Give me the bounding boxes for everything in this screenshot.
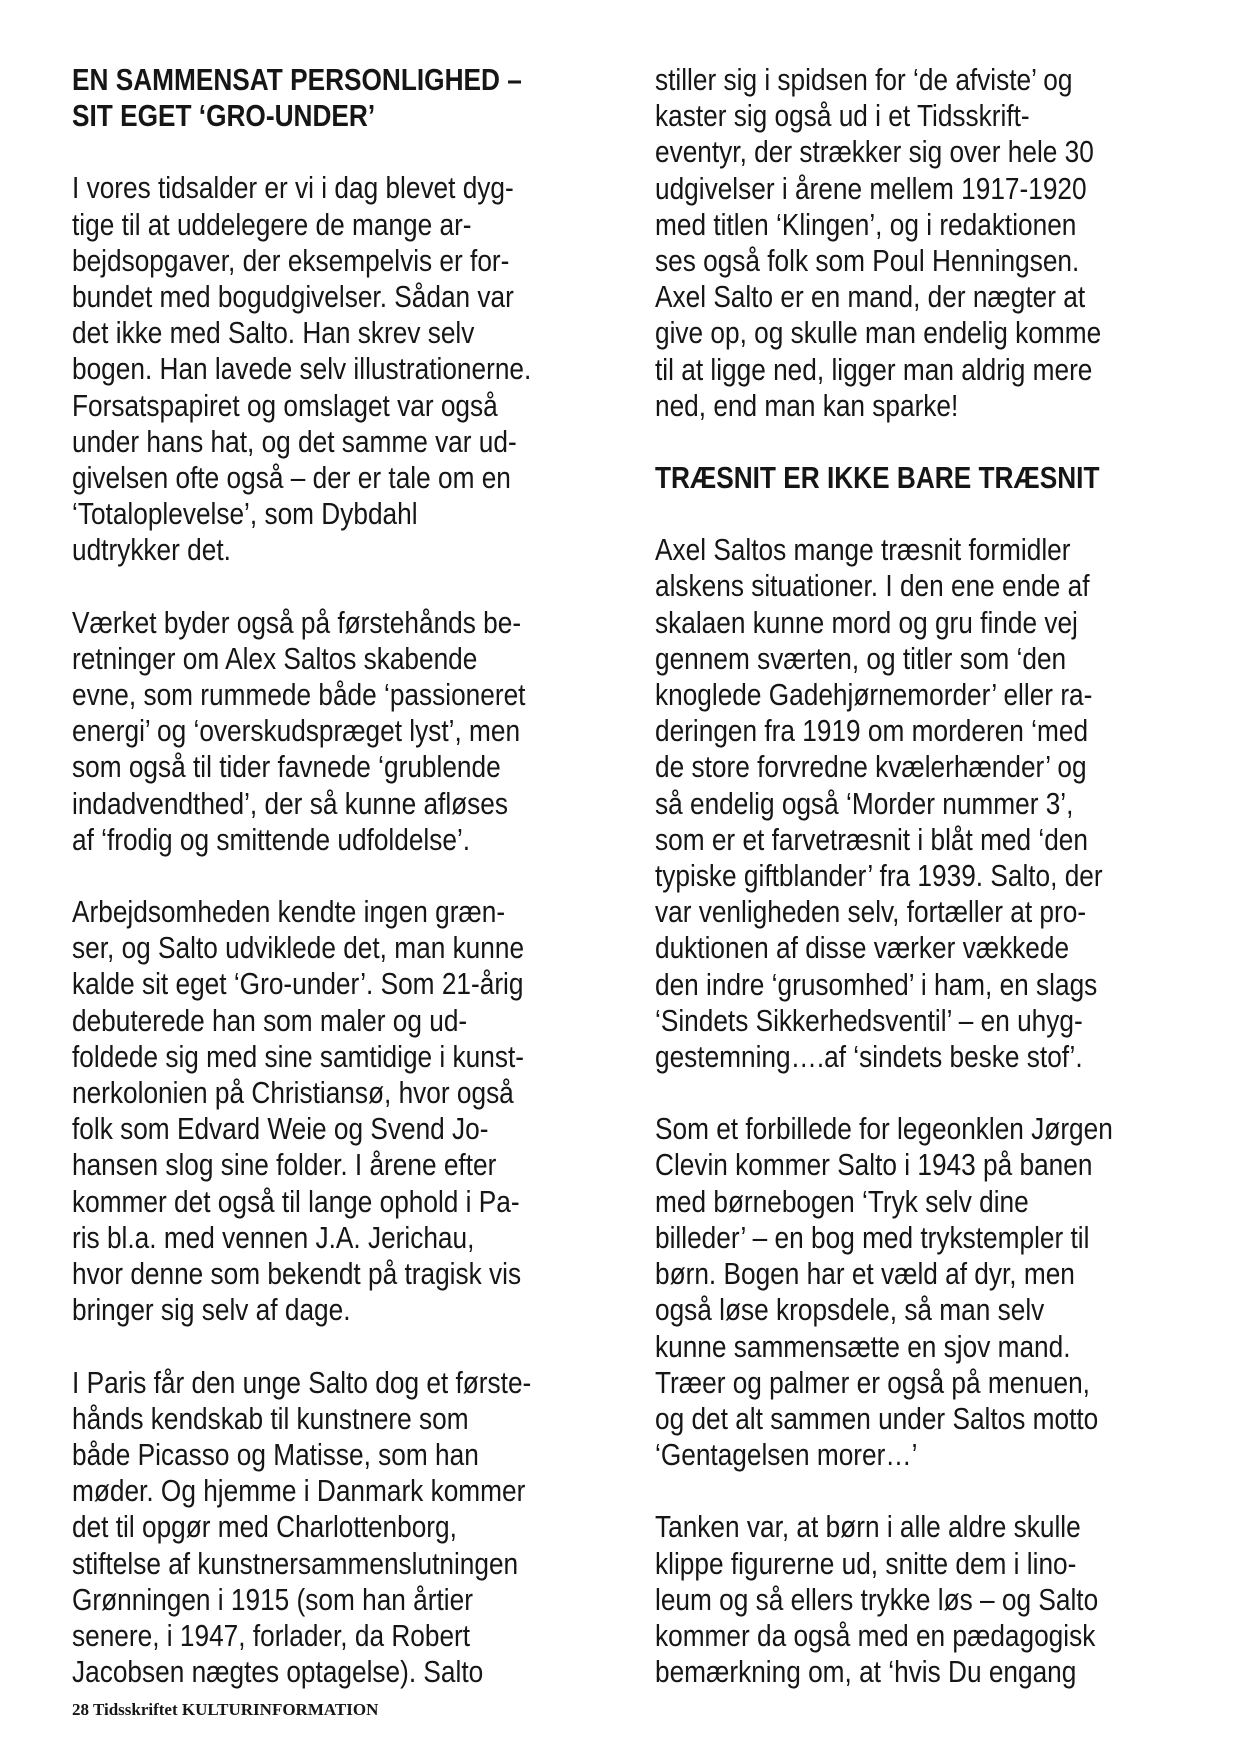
paragraph-gro-under [72, 894, 591, 1328]
text-line: bringer sig selv af dage. [72, 1293, 351, 1328]
text-line: give op, og skulle man endelig komme [655, 316, 1102, 351]
text-line: foldede sig med sine samtidige i kunst- [72, 1039, 524, 1074]
text-line: I vores tidsalder er vi i dag blevet dyg- [72, 171, 514, 206]
text-line: eventyr, der strækker sig over hele 30 [655, 135, 1094, 170]
text-line: af ‘frodig og smittende udfoldelse’. [72, 822, 471, 857]
text-line: retninger om Alex Saltos skabende [72, 641, 478, 676]
paragraph-woodcuts [655, 532, 1174, 1075]
text-line: og det alt sammen under Saltos motto [655, 1401, 1099, 1436]
text-line: til at ligge ned, ligger man aldrig mere [655, 352, 1093, 387]
text-line: udtrykker det. [72, 533, 231, 568]
section-heading-woodcuts [655, 460, 1174, 496]
text-line: hånds kendskab til kunstnere som [72, 1401, 469, 1436]
text-line: ris bl.a. med vennen J.A. Jerichau, [72, 1220, 475, 1255]
text-line: børn. Bogen har et væld af dyr, men [655, 1257, 1075, 1292]
text-line: ned, end man kan sparke! [655, 388, 959, 423]
text-line: ‘Sindets Sikkerhedsventil’ – en uhyg- [655, 1003, 1083, 1038]
paragraph-paris [72, 1365, 591, 1691]
text-line: den indre ‘grusomhed’ i ham, en slags [655, 967, 1098, 1002]
text-line: energi’ og ‘overskudspræget lyst’, men [72, 714, 521, 749]
text-line: folk som Edvard Weie og Svend Jo- [72, 1112, 489, 1147]
text-line: også løse kropsdele, så man selv [655, 1293, 1045, 1328]
text-line: I Paris får den unge Salto dog et første- [72, 1365, 532, 1400]
text-line: møder. Og hjemme i Danmark kommer [72, 1474, 526, 1509]
text-line: klippe figurerne ud, snitte dem i lino- [655, 1546, 1077, 1581]
right-column [655, 62, 1175, 1690]
heading-line: SIT EGET ‘GRO-UNDER’ [72, 99, 376, 134]
text-line: gennem sværten, og titler som ‘den [655, 641, 1067, 676]
text-line: Grønningen i 1915 (som han årtier [72, 1582, 473, 1617]
text-line: bemærkning om, at ‘hvis Du engang [655, 1655, 1077, 1690]
paragraph-division-of-labour [72, 170, 591, 568]
text-line: duktionen af disse værker vækkede [655, 931, 1070, 966]
text-line: typiske giftblander’ fra 1939. Salto, der [655, 859, 1103, 894]
text-line: knoglede Gadehjørnemorder’ eller ra- [655, 678, 1093, 713]
text-line: Forsatspapiret og omslaget var også [72, 388, 498, 423]
text-line: med titlen ‘Klingen’, og i redaktionen [655, 207, 1077, 242]
text-line: stiller sig i spidsen for ‘de afviste’ og [655, 63, 1073, 97]
page-footer: 28 Tidsskriftet KULTURINFORMATION [72, 1700, 379, 1719]
text-line: ser, og Salto udviklede det, man kunne [72, 931, 525, 966]
text-line: Træer og palmer er også på menuen, [655, 1365, 1090, 1400]
text-line: det til opgør med Charlottenborg, [72, 1510, 457, 1545]
text-line: de store forvredne kvælerhænder’ og [655, 750, 1087, 785]
text-line: hansen slog sine folder. I årene efter [72, 1148, 497, 1183]
text-line: Clevin kommer Salto i 1943 på banen [655, 1148, 1093, 1183]
text-line: det ikke med Salto. Han skrev selv [72, 316, 475, 351]
text-line: som er et farvetræsnit i blåt med ‘den [655, 822, 1088, 857]
heading-line: TRÆSNIT ER IKKE BARE TRÆSNIT [655, 461, 1100, 496]
heading-line: EN SAMMENSAT PERSONLIGHED – [72, 63, 522, 97]
text-line: tige til at uddelegere de mange ar- [72, 207, 472, 242]
text-line: ses også folk som Poul Henningsen. [655, 244, 1080, 279]
text-line: Jacobsen nægtes optagelse). Salto [72, 1655, 484, 1690]
text-line: under hans hat, og det samme var ud- [72, 424, 517, 459]
text-line: kalde sit eget ‘Gro-under’. Som 21-årig [72, 967, 524, 1002]
text-line: var venligheden selv, fortæller at pro- [655, 895, 1087, 930]
text-line: Axel Salto er en mand, der nægter at [655, 280, 1086, 315]
left-column [72, 62, 592, 1690]
text-line: Værket byder også på førstehånds be- [72, 605, 522, 640]
text-line: bundet med bogudgivelser. Sådan var [72, 280, 514, 315]
text-line: skalaen kunne mord og gru finde vej [655, 605, 1078, 640]
text-line: Tanken var, at børn i alle aldre skulle [655, 1510, 1081, 1545]
text-line: kaster sig også ud i et Tidsskrift- [655, 99, 1030, 134]
section-heading-personality [72, 62, 591, 134]
text-line: med børnebogen ‘Tryk selv dine [655, 1184, 1029, 1219]
text-line: givelsen ofte også – der er tale om en [72, 461, 511, 496]
text-line: udgivelser i årene mellem 1917-1920 [655, 171, 1087, 206]
text-line: så endelig også ‘Morder nummer 3’, [655, 786, 1074, 821]
paragraph-children-book [655, 1111, 1174, 1473]
text-line: gestemning….af ‘sindets beske stof’. [655, 1040, 1083, 1075]
text-line: hvor denne som bekendt på tragisk vis [72, 1257, 522, 1292]
text-line: som også til tider favnede ‘grublende [72, 750, 501, 785]
text-line: bejdsopgaver, der eksempelvis er for- [72, 243, 510, 278]
text-line: ‘Gentagelsen morer…’ [655, 1438, 918, 1473]
text-line: Som et forbillede for legeonklen Jørgen [655, 1112, 1113, 1147]
text-line: både Picasso og Matisse, som han [72, 1437, 479, 1472]
text-line: Arbejdsomheden kendte ingen græn- [72, 895, 506, 930]
paragraph-klingen [655, 62, 1174, 424]
text-line: deringen fra 1919 om morderen ‘med [655, 714, 1089, 749]
paragraph-linoleum [655, 1509, 1174, 1690]
text-line: kommer da også med en pædagogisk [655, 1618, 1096, 1653]
text-line: evne, som rummede både ‘passioneret [72, 678, 526, 713]
text-line: indadvendthed’, der så kunne afløses [72, 786, 509, 821]
paragraph-creative-ability [72, 605, 591, 858]
text-line: Axel Saltos mange træsnit formidler [655, 533, 1071, 568]
text-line: nerkolonien på Christiansø, hvor også [72, 1076, 514, 1111]
text-line: billeder’ – en bog med trykstempler til [655, 1220, 1090, 1255]
text-line: senere, i 1947, forlader, da Robert [72, 1618, 471, 1653]
text-line: ‘Totaloplevelse’, som Dybdahl [72, 497, 418, 532]
text-line: stiftelse af kunstnersammenslutningen [72, 1546, 519, 1581]
text-line: bogen. Han lavede selv illustrationerne. [72, 352, 532, 387]
text-line: debuterede han som maler og ud- [72, 1003, 468, 1038]
text-line: kommer det også til lange ophold i Pa- [72, 1184, 520, 1219]
text-line: leum og så ellers trykke løs – og Salto [655, 1582, 1099, 1617]
text-line: kunne sammensætte en sjov mand. [655, 1329, 1071, 1364]
text-line: alskens situationer. I den ene ende af [655, 569, 1090, 604]
